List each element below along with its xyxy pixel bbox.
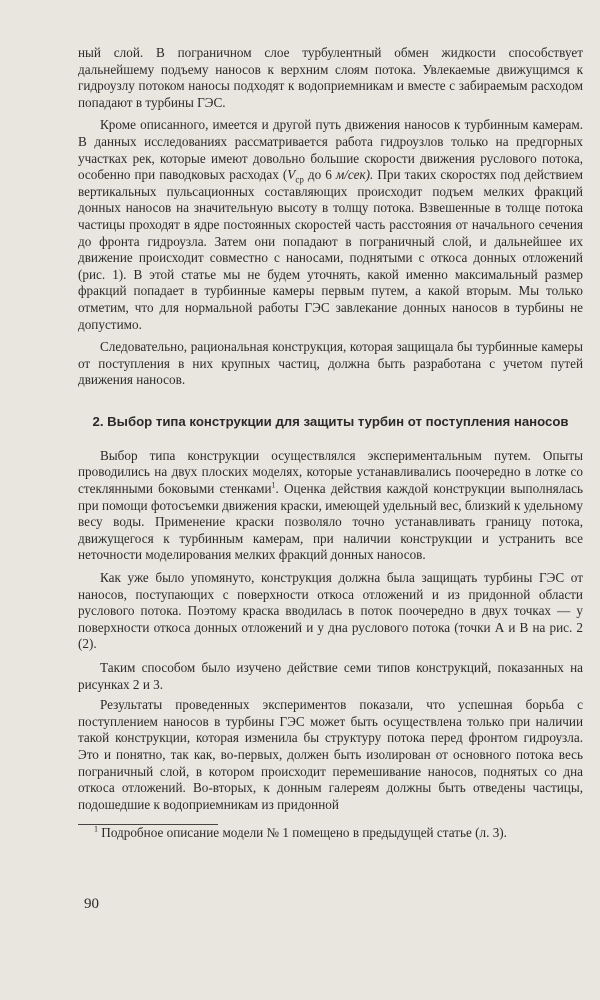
paragraph-construction: Как уже было упомянуто, конструкция должна была защищать турбины ГЭС от наносов, поступающих с поверхности откоса отложений и из придонной области руслового потока. Поэтому краска вводилась в поток поочередно в двух точках — у поверхности откоса донных отложений и у дна руслового потока (точки А и В на рис. 2 (2). — [78, 570, 583, 652]
p2-text-b: до 6 — [303, 167, 336, 183]
paragraph-continuation: ный слой. В пограничном слое турбулентный обмен жидкости способствует дальнейшему подъему наносов к верхним слоям потока. Увлекаемые движущимся к гидроузлу потоком наносы подходят к водоприемникам и вместе с забираемым расходом попадают в турбины ГЭС. — [78, 45, 583, 110]
paragraph-experiment — [78, 448, 583, 564]
paragraph-seven-types: Таким способом было изучено действие семи типов конструкций, показанных на рисунках 2 и 3. — [78, 660, 583, 692]
velocity-unit: м/сек). — [335, 167, 374, 183]
velocity-subscript: ср — [295, 174, 304, 185]
p4-text-a: Выбор типа конструкции осуществлялся экспериментальным путем. Опыты проводились на двух плоских моделях, которые устанавливались поочередно в лотке со стеклянными боковыми стенками — [78, 447, 583, 497]
footnote-marker: 1 — [94, 824, 98, 834]
section-heading: 2. Выбор типа конструкции для защиты турбин от поступления наносов — [92, 413, 569, 429]
footnote-reference: 1 — [271, 480, 276, 490]
page-number: 90 — [84, 896, 99, 912]
p2-text-a: Кроме описанного, имеется и другой путь движения наносов к турбинным камерам. В данных исследованиях рассматривается работа гидроузлов только на предгорных участках рек, которые имеют довольно большие скорости движения руслового потока, особенно при паводковых расходах ( — [78, 117, 583, 183]
p4-text-b: . Оценка действия каждой конструкции выполнялась при помощи фотосъемки движения краски, имеющей удельный вес, близкий к удельному весу воды. Применение краски позволяло точно устанавливать границу потока, движущегося к турбинным камерам, при наличии конструкции и устранить все неточности моделирования мелких фракций донных наносов. — [78, 481, 584, 563]
paragraph-second-path — [78, 117, 583, 333]
footnote-text: Подробное описание модели № 1 помещено в предыдущей статье (л. 3). — [98, 825, 507, 841]
p2-text-c: При таких скоростях под действием вертикальных пульсационных составляющих происходит подъем мелких фракций донных наносов на значительную высоту в толщу потока. Взвешенные в толще потока частицы проходят в ядре постоянных скоростей часть расстояния от начального сечения до фронта гидроузла. Затем они попадают в пограничный слой, и дальнейшее их движение происходит совместно с наносами, поднятыми с откоса донных отложений (рис. 1). В этой статье мы не будем уточнять, какой именно максимальный размер фракций попадает в турбинные камеры первым путем, а какой вторым. Мы только отметим, что для нормальной работы ГЭС завлекание донных наносов в турбины не допустимо. — [78, 167, 584, 332]
velocity-symbol: V — [287, 167, 296, 183]
footnote — [78, 825, 583, 842]
paragraph-results: Результаты проведенных экспериментов показали, что успешная борьба с поступлением наносов в турбины ГЭС может быть осуществлена только при наличии такой конструкции, которая изменила бы структуру потока перед фронтом гидроузла. Это и понятно, так как, во-первых, должен быть изолирован от основного потока весь пограничный слой, в котором происходит перемешивание наносов, поднятых со дна откоса отложений. Во-вторых, к донным галереям должны быть отведены частицы, подошедшие к водоприемникам из придонной — [78, 697, 583, 812]
paragraph-conclusion: Следовательно, рациональная конструкция, которая защищала бы турбинные камеры от поступления в них крупных частиц, должна быть разработана с учетом путей движения наносов. — [78, 339, 583, 388]
body-text — [78, 45, 583, 842]
